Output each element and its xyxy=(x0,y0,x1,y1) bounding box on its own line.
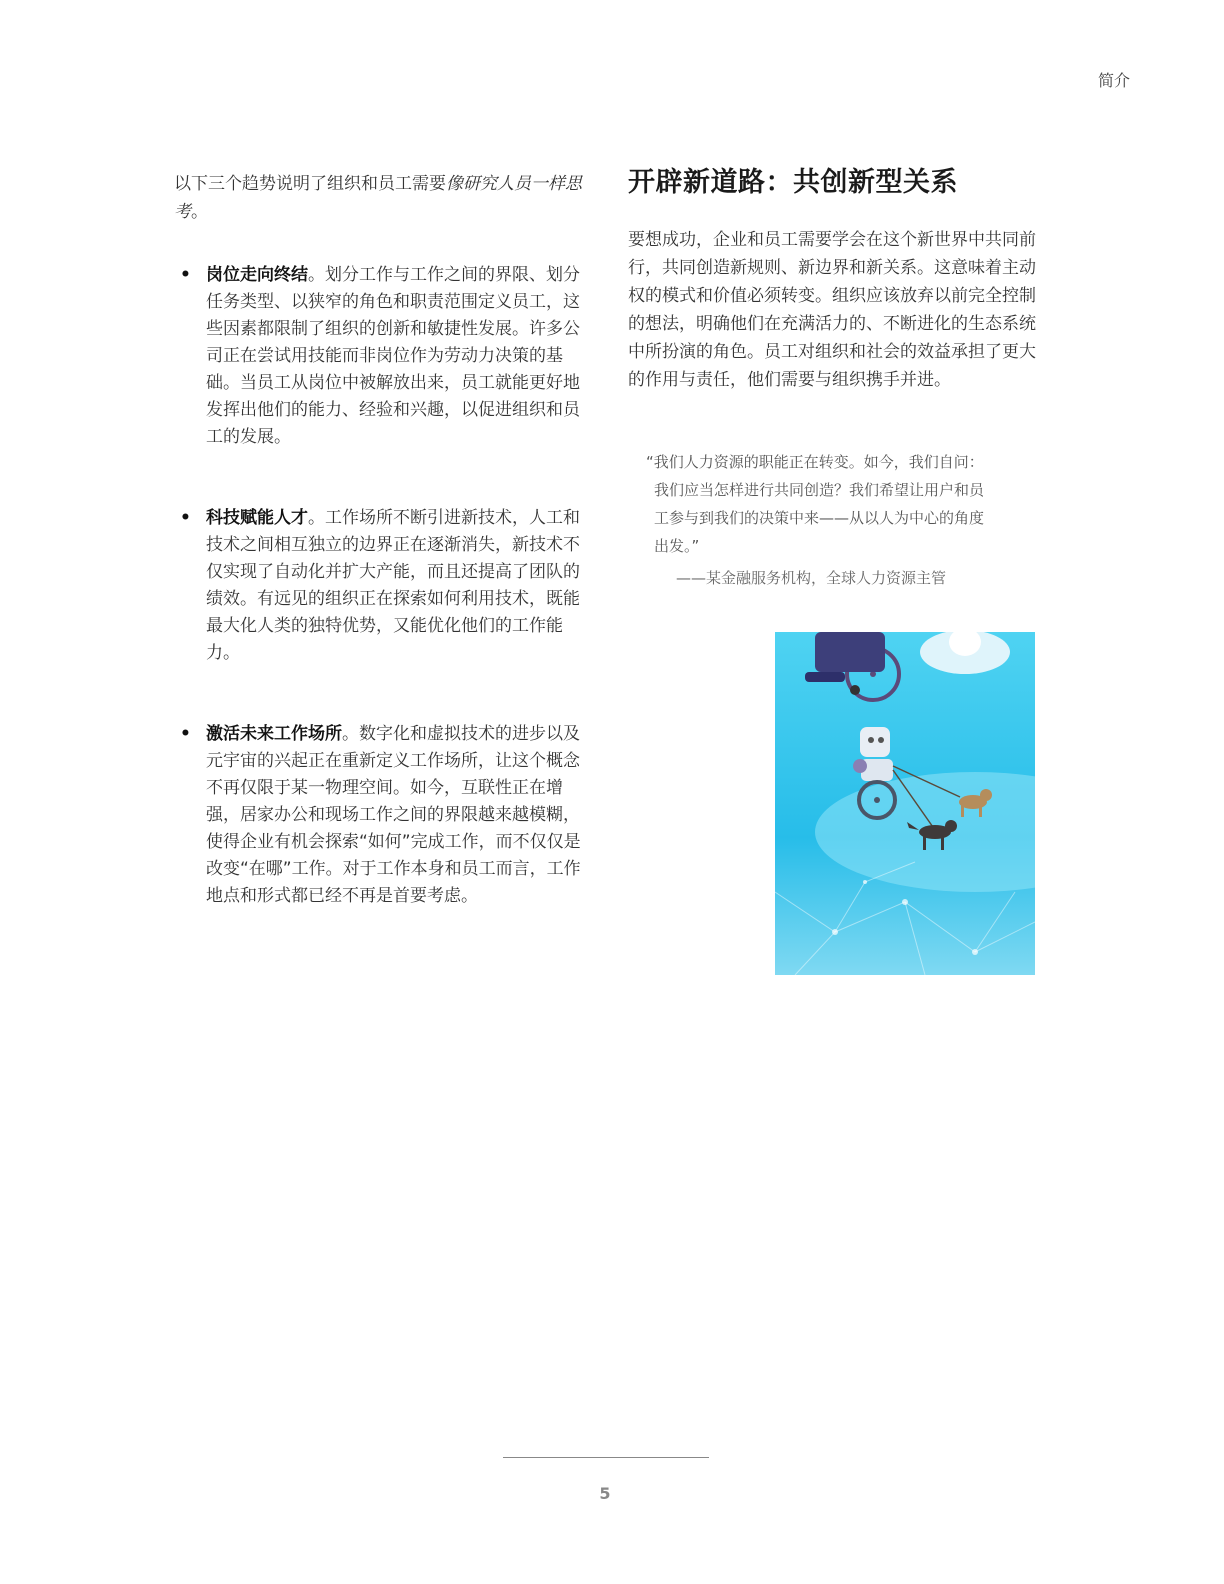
trend-item xyxy=(180,505,584,667)
illustration-wheelchair-robot-dogs-icon xyxy=(775,632,1035,975)
intro-emphasis: 像研究人员一样思考 xyxy=(174,174,582,222)
trend-body: 。工作场所不断引进新技术，人工和技术之间相互独立的边界正在逐渐消失，新技术不仅实现了自动化并扩大产能，而且还提高了团队的绩效。有远见的组织正在探索如何利用技术，既能最大化人类的独特优势，又能优化他们的工作能力。 xyxy=(206,508,580,663)
intro-text: 以下三个趋势说明了组织和员工需要 xyxy=(174,174,446,194)
quote-text: “我们人力资源的职能正在转变。如今，我们自问：我们应当怎样进行共同创造？我们希望让用户和员工参与到我们的决策中来——从以人为中心的角度出发。” xyxy=(646,453,985,555)
running-header: 简介 xyxy=(1097,71,1130,90)
page-number: 5 xyxy=(599,1484,611,1503)
trend-title: 科技赋能人才 xyxy=(206,508,308,528)
footer-divider xyxy=(503,1457,709,1458)
bullet-icon: • xyxy=(180,265,191,285)
intro-end: 。 xyxy=(191,202,208,222)
pull-quote xyxy=(646,448,986,592)
trend-item xyxy=(180,262,584,451)
intro-paragraph xyxy=(174,170,584,226)
trend-title: 激活未来工作场所 xyxy=(206,724,342,744)
section-heading: 开辟新道路：共创新型关系 xyxy=(628,167,958,198)
trend-item xyxy=(180,721,584,910)
trend-body: 。数字化和虚拟技术的进步以及元宇宙的兴起正在重新定义工作场所，让这个概念不再仅限于某一物理空间。如今，互联性正在增强，居家办公和现场工作之间的界限越来越模糊，使得企业有机会探索“如何”完成工作，而不仅仅是改变“在哪”工作。对于工作本身和员工而言，工作地点和形式都已经不再是首要考虑。 xyxy=(206,724,581,906)
bullet-icon: • xyxy=(180,724,191,744)
trend-list xyxy=(180,262,584,910)
trend-body: 。划分工作与工作之间的界限、划分任务类型、以狭窄的角色和职责范围定义员工，这些因素都限制了组织的创新和敏捷性发展。许多公司正在尝试用技能而非岗位作为劳动力决策的基础。当员工从岗位中被解放出来，员工就能更好地发挥出他们的能力、经验和兴趣，以促进组织和员工的发展。 xyxy=(206,265,580,447)
illustration-image xyxy=(775,632,1035,975)
section-body: 要想成功，企业和员工需要学会在这个新世界中共同前行，共同创造新规则、新边界和新关系。这意味着主动权的模式和价值必须转变。组织应该放弃以前完全控制的想法，明确他们在充满活力的、不断进化的生态系统中所扮演的角色。员工对组织和社会的效益承担了更大的作用与责任，他们需要与组织携手并进。 xyxy=(628,230,1036,390)
bullet-icon: • xyxy=(180,508,191,528)
quote-attribution: ——某金融服务机构，全球人力资源主管 xyxy=(676,569,947,587)
trend-title: 岗位走向终结 xyxy=(206,265,308,285)
